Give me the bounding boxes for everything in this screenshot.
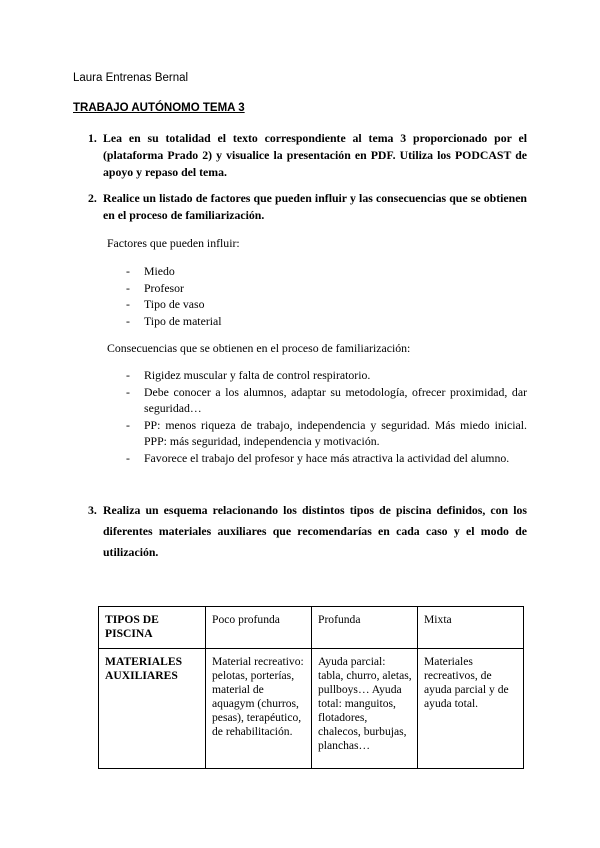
question-3 <box>88 500 527 563</box>
question-number: 3. <box>88 503 97 517</box>
consequences-heading: Consecuencias que se obtienen en el proceso de familiarización: <box>107 341 411 355</box>
table-cell: TIPOS DE PISCINA <box>99 607 206 649</box>
factors-list <box>126 263 426 329</box>
table-cell: Material recreativo: pelotas, porterías, material de aquagym (churros, pesas), terapéutico, de rehabilitación. <box>206 649 312 769</box>
table-row <box>99 649 524 769</box>
list-item: - Rigidez muscular y falta de control respiratorio. <box>126 367 527 384</box>
question-number: 1. <box>88 131 97 145</box>
list-item: - Debe conocer a los alumnos, adaptar su metodología, ofrecer proximidad, dar seguridad… <box>126 384 527 417</box>
question-1 <box>88 130 527 181</box>
question-text: Lea en su totalidad el texto correspondiente al tema 3 proporcionado por el (plataforma Prado 2) y visualice la presentación en PDF. Utiliza los PODCAST de apoyo y repaso del tema. <box>103 131 527 179</box>
document-title: TRABAJO AUTÓNOMO TEMA 3 <box>73 102 245 114</box>
question-text: Realice un listado de factores que pueden influir y las consecuencias que se obtienen en el proceso de familiarización. <box>103 191 527 222</box>
table-cell: Mixta <box>418 607 524 649</box>
table-cell: Poco profunda <box>206 607 312 649</box>
table-cell: MATERIALES AUXILIARES <box>99 649 206 769</box>
list-item: - Profesor <box>126 280 426 297</box>
question-2 <box>88 190 527 224</box>
list-item: - Tipo de vaso <box>126 296 426 313</box>
table-cell: Profunda <box>312 607 418 649</box>
consequences-list <box>126 367 527 466</box>
question-text: Realiza un esquema relacionando los distintos tipos de piscina definidos, con los diferentes materiales auxiliares que recomendarías en cada caso y el modo de utilización. <box>103 503 527 559</box>
table-header-row <box>99 607 524 649</box>
list-item: - Favorece el trabajo del profesor y hace más atractiva la actividad del alumno. <box>126 450 527 467</box>
table-cell: Materiales recreativos, de ayuda parcial y de ayuda total. <box>418 649 524 769</box>
question-number: 2. <box>88 191 97 205</box>
factors-heading: Factores que pueden influir: <box>107 236 240 250</box>
author-name: Laura Entrenas Bernal <box>73 72 189 84</box>
list-item: - Tipo de material <box>126 313 426 330</box>
list-item: - PP: menos riqueza de trabajo, independencia y seguridad. Más miedo inicial. PPP: más seguridad, independencia y motivación. <box>126 417 527 450</box>
table-cell: Ayuda parcial: tabla, churro, aletas, pullboys… Ayuda total: manguitos, flotadores, chalecos, burbujas, planchas… <box>312 649 418 769</box>
list-item: - Miedo <box>126 263 426 280</box>
pool-materials-table <box>98 606 524 769</box>
